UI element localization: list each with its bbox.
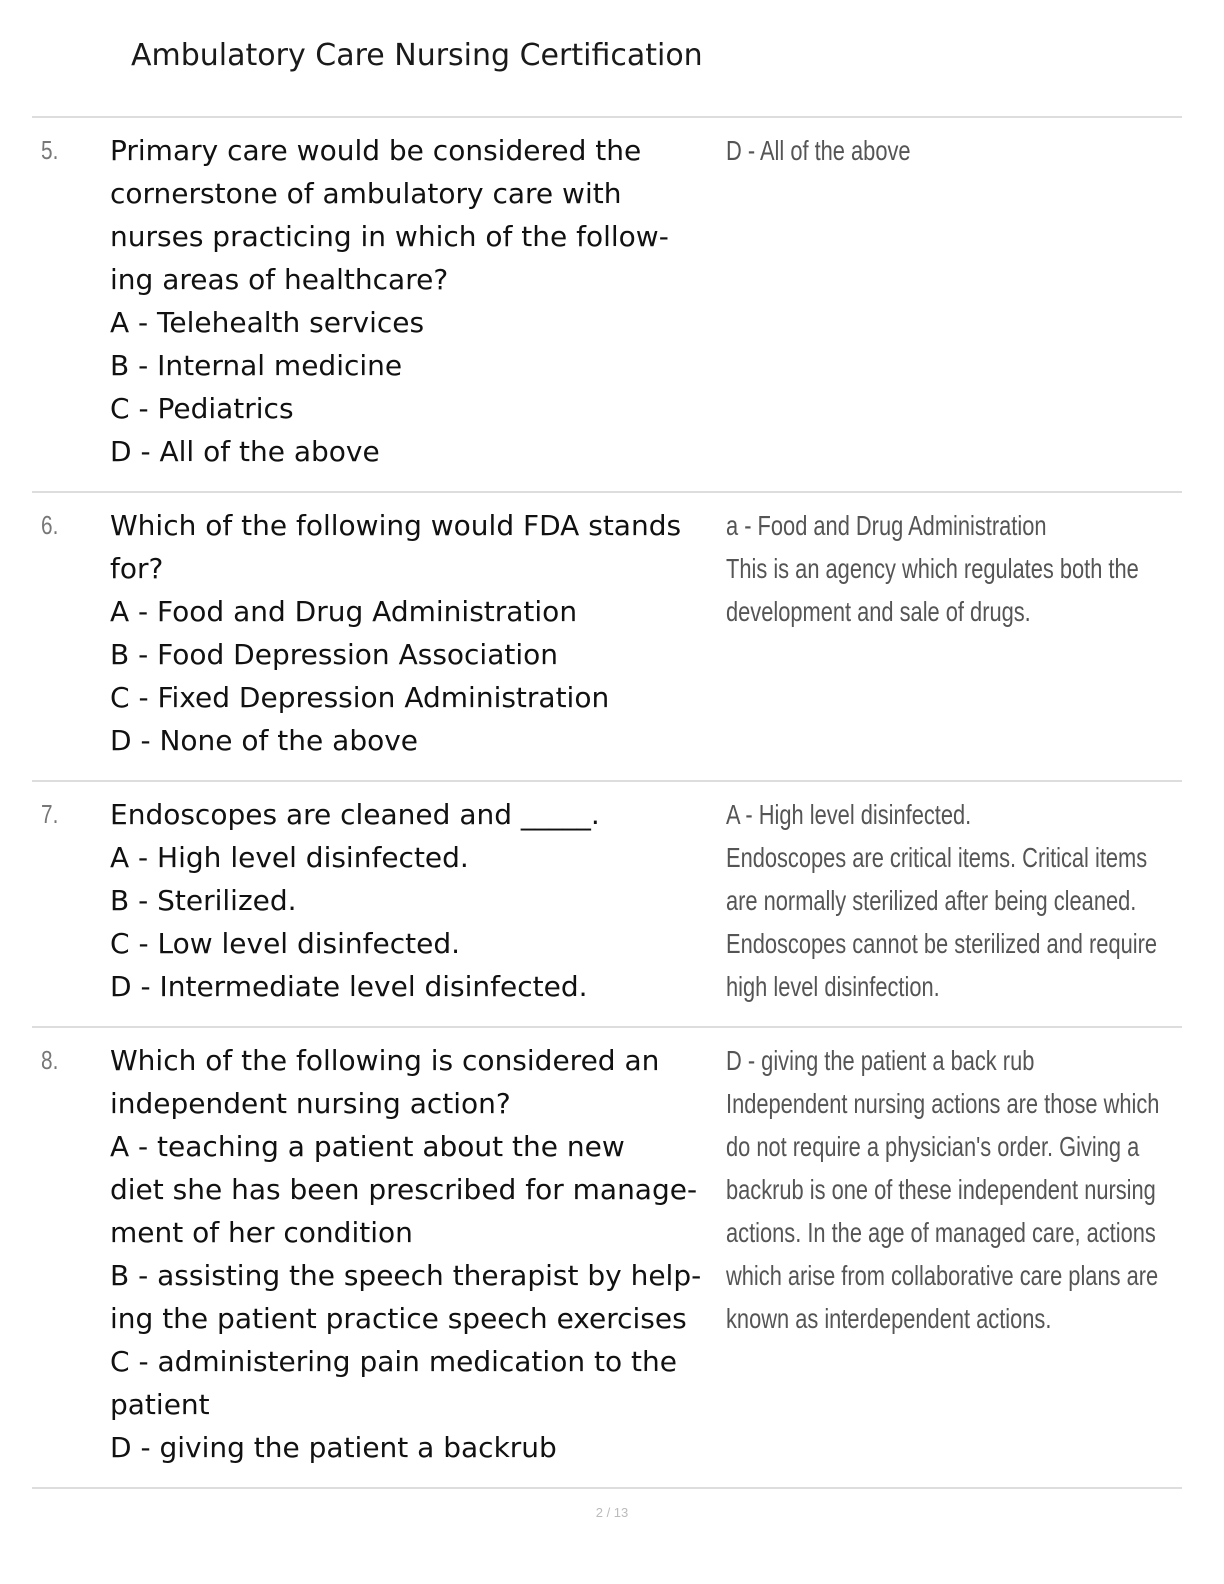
option-a: A - Food and Drug Administration xyxy=(110,595,578,628)
option-d: D - None of the above xyxy=(110,724,419,757)
question xyxy=(110,1039,722,1469)
question xyxy=(110,793,722,1008)
option-c: C - administering pain medication to the xyxy=(110,1345,677,1378)
card-number: 6. xyxy=(41,510,59,540)
card-number: 7. xyxy=(41,799,59,829)
card-number: 5. xyxy=(41,135,59,165)
option-d: D - giving the patient a backrub xyxy=(110,1431,557,1464)
question-line: Endoscopes are cleaned and _____. xyxy=(110,798,600,831)
option-c: C - Low level disinfected. xyxy=(110,927,460,960)
option-c: C - Fixed Depression Administration xyxy=(110,681,610,714)
answer-line: actions. In the age of managed care, actions xyxy=(726,1217,1156,1248)
divider xyxy=(32,1026,1182,1028)
option-a: A - Telehealth services xyxy=(110,306,425,339)
option-b: B - Internal medicine xyxy=(110,349,403,382)
card-number: 8. xyxy=(41,1045,59,1075)
question-line: for? xyxy=(110,552,164,585)
option-c: C - Pediatrics xyxy=(110,392,294,425)
answer xyxy=(726,129,1186,172)
option-b: B - assisting the speech therapist by help- xyxy=(110,1259,702,1292)
option-b: B - Sterilized. xyxy=(110,884,297,917)
answer xyxy=(726,793,1186,1008)
option-a: A - High level disinfected. xyxy=(110,841,469,874)
answer-line: do not require a physician's order. Giving a xyxy=(726,1131,1140,1162)
option-d: D - Intermediate level disinfected. xyxy=(110,970,588,1003)
answer-line: D - All of the above xyxy=(726,135,911,166)
answer-line: are normally sterilized after being cleaned. xyxy=(726,885,1137,916)
option-c-continued: patient xyxy=(110,1388,210,1421)
question-line: Which of the following would FDA stands xyxy=(110,509,682,542)
answer xyxy=(726,1039,1186,1340)
answer-line: backrub is one of these independent nursing xyxy=(726,1174,1156,1205)
answer-line: known as interdependent actions. xyxy=(726,1303,1052,1334)
option-b: B - Food Depression Association xyxy=(110,638,558,671)
answer-line: Endoscopes are critical items. Critical items xyxy=(726,842,1148,873)
answer-line: Independent nursing actions are those which xyxy=(726,1088,1160,1119)
divider xyxy=(32,1487,1182,1489)
answer-line: high level disinfection. xyxy=(726,971,940,1002)
divider xyxy=(32,780,1182,782)
option-d: D - All of the above xyxy=(110,435,380,468)
question-line: nurses practicing in which of the follow- xyxy=(110,220,669,253)
answer-line: development and sale of drugs. xyxy=(726,596,1031,627)
option-a: A - teaching a patient about the new xyxy=(110,1130,625,1163)
divider xyxy=(32,116,1182,118)
question-line: Which of the following is considered an xyxy=(110,1044,660,1077)
option-a-continued: ment of her condition xyxy=(110,1216,413,1249)
answer-line: Endoscopes cannot be sterilized and require xyxy=(726,928,1158,959)
answer xyxy=(726,504,1186,633)
question-line: independent nursing action? xyxy=(110,1087,511,1120)
answer-line: This is an agency which regulates both the xyxy=(726,553,1139,584)
answer-line: D - giving the patient a back rub xyxy=(726,1045,1035,1076)
question xyxy=(110,129,722,473)
question xyxy=(110,504,722,762)
option-a-continued: diet she has been prescribed for manage- xyxy=(110,1173,698,1206)
page-number: 2 / 13 xyxy=(595,1505,629,1520)
answer-line: which arise from collaborative care plans are xyxy=(726,1260,1159,1291)
question-line: Primary care would be considered the xyxy=(110,134,642,167)
answer-line: a - Food and Drug Administration xyxy=(726,510,1047,541)
document-title: Ambulatory Care Nursing Certification xyxy=(131,38,703,73)
divider xyxy=(32,491,1182,493)
question-line: cornerstone of ambulatory care with xyxy=(110,177,622,210)
question-line: ing areas of healthcare? xyxy=(110,263,449,296)
answer-line: A - High level disinfected. xyxy=(726,799,972,830)
option-b-continued: ing the patient practice speech exercises xyxy=(110,1302,687,1335)
